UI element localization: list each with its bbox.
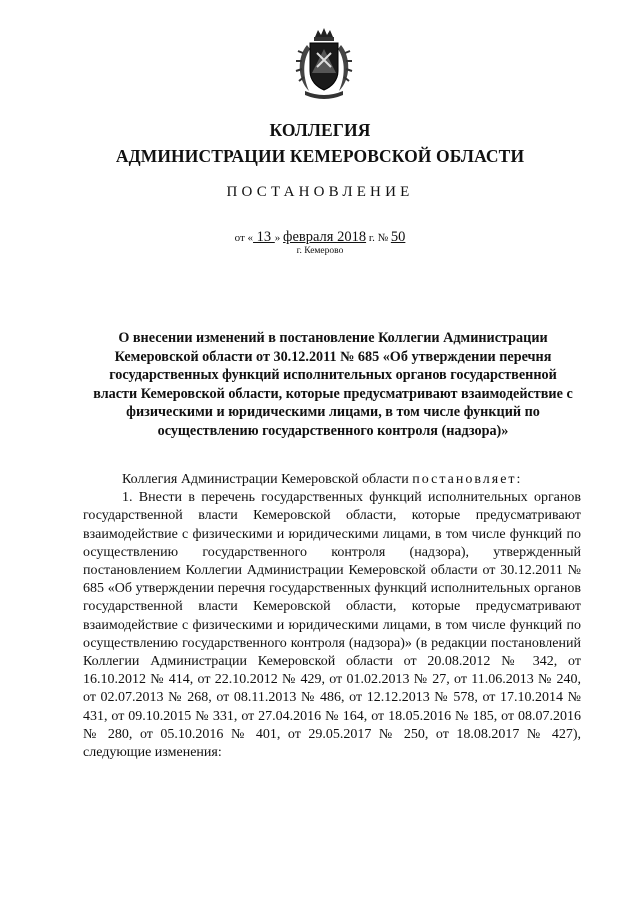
coat-of-arms-emblem [293, 27, 355, 101]
date-day: 13 [253, 229, 275, 245]
city-name: г. Кемерово [296, 246, 344, 256]
document-title: О внесении изменений в постановление Коллегии Администрации Кемеровской области от 30.12.2011 № 685 «Об утверждении перечня государственных функций исполнительных органов государственной власти Кемеровской области, которые предусматривают взаимодействие с физическими и юридическими лицами, в том числе функций по осуществлению государственного контроля (надзора)» [93, 330, 573, 439]
date-month-year: февраля 2018 [283, 229, 367, 245]
org-name-line2: АДМИНИСТРАЦИИ КЕМЕРОВСКОЙ ОБЛАСТИ [115, 146, 525, 166]
document-number: 50 [390, 229, 406, 245]
intro-paragraph [83, 471, 581, 489]
document-type: ПОСТАНОВЛЕНИЕ [226, 184, 414, 200]
document-body [83, 471, 581, 762]
intro-decree-word: постановляет: [412, 472, 523, 487]
date-year-suffix: г. [366, 232, 375, 244]
intro-lead: Коллегия Администрации Кемеровской области [122, 472, 413, 487]
date-number-line [0, 229, 640, 246]
number-prefix: № [374, 232, 391, 244]
org-name-line1: КОЛЛЕГИЯ [269, 120, 371, 140]
date-mid: » [274, 232, 284, 244]
paragraph-1: 1. Внести в перечень государственных функций исполнительных органов государственной власти Кемеровской области, которые предусматривают взаимодействие с физическими и юридическими лицами, в том числе функций по осуществлению государственного контроля (надзора), утвержденный постановлением Коллегии Администрации Кемеровской области от 30.12.2011 № 685 «Об утверждении перечня государственных функций исполнительных органов государственной власти Кемеровской области, которые предусматривают взаимодействие с физическими и юридическими лицами, в том числе функций по осуществлению государственного контроля (надзора)» (в редакции постановлений Коллегии Администрации Кемеровской области от 20.08.2012 № 342, от 16.10.2012 № 414, от 22.10.2012 № 429, от 01.02.2013 № 27, от 11.06.2013 № 240, от 02.07.2013 № 268, от 08.11.2013 № 486, от 12.12.2013 № 578, от 17.10.2014 № 431, от 09.10.2015 № 331, от 27.04.2016 № 164, от 18.05.2016 № 185, от 08.07.2016 № 280, от 05.10.2016 № 401, от 29.05.2017 № 250, от 18.08.2017 № 427), следующие изменения: [83, 490, 581, 761]
date-prefix: от « [234, 232, 254, 244]
